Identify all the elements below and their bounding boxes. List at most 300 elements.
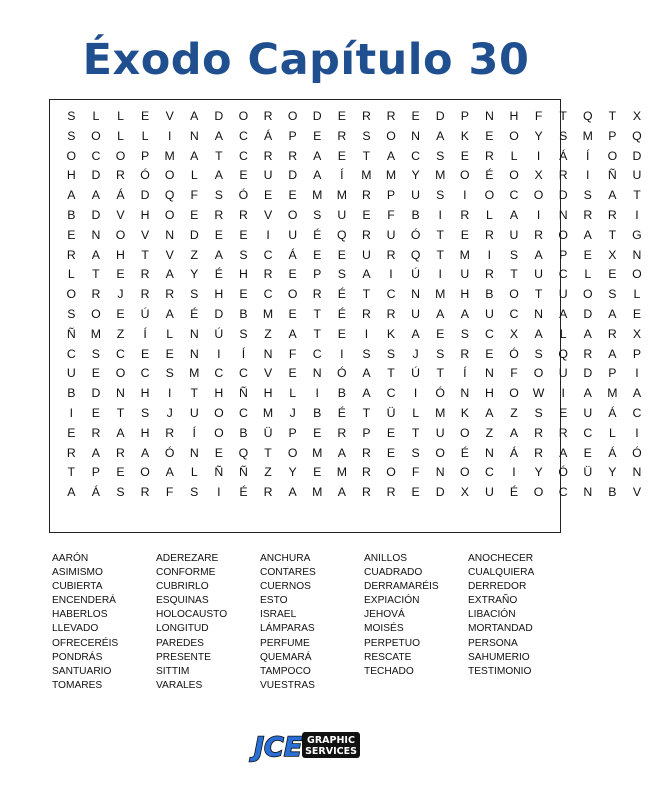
- grid-letter: R: [484, 227, 494, 242]
- grid-letter: C: [558, 267, 568, 282]
- word-list-item: ESQUINAS: [156, 595, 209, 607]
- grid-letter: Y: [288, 465, 297, 480]
- grid-letter: H: [140, 425, 150, 440]
- grid-letter: R: [361, 306, 371, 321]
- grid-letter: D: [435, 109, 445, 123]
- grid-letter: D: [214, 109, 224, 123]
- grid-letter: C: [239, 405, 248, 420]
- word-list-item: ANCHURA: [260, 553, 311, 564]
- grid-letter: D: [435, 485, 445, 500]
- grid-row: [59, 206, 649, 226]
- grid-letter: T: [313, 326, 321, 341]
- grid-letter: Q: [164, 188, 175, 203]
- grid-letter: A: [214, 128, 223, 143]
- word-column: [364, 552, 468, 693]
- grid-letter: S: [190, 485, 199, 500]
- grid-letter: J: [166, 405, 173, 420]
- word-list-item: CUBRIRLO: [156, 581, 209, 593]
- grid-letter: N: [411, 287, 421, 302]
- grid-letter: I: [635, 207, 639, 222]
- grid-letter: C: [583, 425, 593, 440]
- grid-letter: Ó: [140, 168, 150, 183]
- grid-letter: I: [315, 386, 319, 401]
- grid-letter: Ó: [509, 346, 519, 361]
- grid-letter: A: [583, 386, 592, 401]
- grid-letter: P: [608, 366, 617, 381]
- grid-letter: C: [484, 465, 494, 480]
- grid-letter: T: [362, 287, 371, 302]
- grid-letter: B: [608, 485, 617, 500]
- grid-letter: I: [512, 465, 516, 480]
- word-list-item: TOMARES: [52, 679, 103, 691]
- grid-letter: M: [312, 445, 323, 460]
- grid-letter: R: [607, 207, 617, 222]
- grid-letter: F: [411, 465, 420, 480]
- grid-letter: E: [288, 306, 297, 321]
- grid-letter: Z: [190, 247, 199, 262]
- grid-letter: D: [140, 188, 150, 203]
- grid-letter: C: [509, 306, 519, 321]
- grid-letter: Z: [485, 425, 494, 440]
- grid-letter: J: [117, 287, 124, 302]
- grid-letter: E: [67, 227, 76, 242]
- grid-letter: T: [510, 267, 518, 282]
- grid-letter: E: [239, 168, 248, 183]
- grid-letter: A: [165, 306, 174, 321]
- grid-letter: N: [484, 366, 494, 381]
- word-list-item: QUEMARÁ: [260, 651, 312, 663]
- grid-letter: T: [436, 366, 444, 381]
- word-list-item: JEHOVÁ: [364, 609, 405, 621]
- grid-letter: C: [386, 386, 396, 401]
- grid-row: [59, 483, 649, 503]
- grid-letter: Ñ: [66, 326, 76, 341]
- grid-letter: O: [287, 109, 298, 123]
- grid-row: [59, 107, 649, 127]
- grid-letter: O: [509, 128, 519, 143]
- grid-letter: A: [337, 445, 346, 460]
- word-list-item: AARÓN: [52, 553, 89, 564]
- grid-letter: R: [361, 188, 371, 203]
- grid-letter: L: [608, 425, 616, 440]
- grid-letter: L: [412, 405, 420, 420]
- grid-letter: L: [559, 326, 567, 341]
- grid-letter: E: [313, 425, 322, 440]
- grid-letter: G: [632, 227, 642, 242]
- grid-letter: S: [534, 405, 543, 420]
- grid-letter: H: [140, 207, 150, 222]
- word-list-item: PAREDES: [156, 637, 204, 649]
- grid-letter: M: [336, 188, 347, 203]
- grid-letter: L: [485, 207, 493, 222]
- word-column: [260, 552, 364, 693]
- grid-row: [59, 166, 649, 186]
- grid-letter: E: [632, 306, 642, 321]
- word-list-item: VARALES: [156, 679, 203, 691]
- grid-letter: O: [91, 306, 101, 321]
- grid-letter: K: [386, 326, 396, 341]
- grid-letter: D: [632, 148, 642, 163]
- grid-letter: E: [583, 247, 592, 262]
- grid-letter: R: [558, 425, 568, 440]
- grid-letter: R: [140, 267, 150, 282]
- grid-letter: X: [509, 326, 519, 341]
- grid-letter: M: [435, 287, 446, 302]
- grid-letter: Ó: [337, 366, 347, 381]
- grid-row: [59, 384, 649, 404]
- grid-letter: O: [287, 287, 298, 302]
- grid-letter: Ú: [411, 267, 421, 282]
- grid-letter: P: [140, 148, 150, 163]
- grid-letter: I: [561, 386, 565, 401]
- grid-letter: R: [558, 168, 568, 183]
- grid-letter: S: [239, 326, 248, 341]
- grid-letter: R: [66, 445, 76, 460]
- grid-letter: R: [361, 445, 371, 460]
- grid-letter: L: [166, 326, 174, 341]
- grid-letter: Í: [463, 366, 467, 381]
- grid-letter: U: [460, 267, 470, 282]
- grid-letter: S: [362, 128, 371, 143]
- grid-letter: T: [436, 227, 444, 242]
- grid-letter: A: [608, 306, 617, 321]
- grid-letter: N: [411, 128, 421, 143]
- word-list-item: SITTIM: [156, 665, 190, 677]
- grid-letter: C: [91, 148, 101, 163]
- grid-letter: F: [165, 485, 174, 500]
- grid-letter: R: [66, 247, 76, 262]
- grid-letter: A: [509, 207, 519, 222]
- grid-letter: U: [632, 168, 642, 183]
- grid-letter: R: [484, 267, 494, 282]
- grid-letter: E: [485, 346, 494, 361]
- jce-graphic-services-logo: [250, 726, 362, 764]
- grid-letter: S: [337, 267, 346, 282]
- word-list-item: LONGITUD: [156, 623, 209, 635]
- grid-letter: T: [387, 366, 395, 381]
- grid-letter: E: [91, 366, 100, 381]
- grid-letter: Ü: [583, 465, 593, 480]
- grid-letter: E: [239, 227, 248, 242]
- grid-letter: P: [313, 267, 322, 282]
- grid-letter: I: [340, 346, 344, 361]
- grid-letter: F: [288, 346, 297, 361]
- grid-letter: N: [189, 128, 199, 143]
- grid-letter: I: [635, 425, 639, 440]
- grid-letter: Y: [190, 267, 199, 282]
- grid-letter: Ü: [263, 425, 273, 440]
- grid-letter: R: [91, 287, 101, 302]
- grid-letter: L: [510, 148, 518, 163]
- word-column: [156, 552, 260, 693]
- grid-letter: B: [313, 405, 322, 420]
- grid-letter: V: [140, 227, 150, 242]
- grid-letter: D: [312, 109, 322, 123]
- grid-letter: Ó: [632, 445, 642, 460]
- grid-letter: N: [165, 227, 175, 242]
- word-list-item: VUESTRAS: [260, 679, 315, 691]
- word-list-item: ASIMISMO: [52, 567, 103, 579]
- grid-letter: O: [238, 109, 249, 123]
- word-list-item: HOLOCAUSTO: [156, 609, 228, 621]
- grid-letter: E: [559, 405, 568, 420]
- grid-letter: U: [361, 247, 371, 262]
- grid-letter: O: [214, 425, 224, 440]
- grid-letter: U: [534, 267, 544, 282]
- grid-letter: S: [583, 188, 592, 203]
- grid-letter: V: [165, 247, 174, 262]
- grid-letter: U: [386, 227, 396, 242]
- grid-letter: L: [633, 287, 641, 302]
- word-list-item: CUBIERTA: [52, 581, 103, 593]
- word-list-item: ISRAEL: [260, 609, 297, 621]
- grid-letter: L: [584, 267, 592, 282]
- grid-letter: E: [140, 109, 150, 123]
- grid-letter: A: [313, 168, 322, 183]
- grid-letter: A: [436, 306, 445, 321]
- grid-letter: R: [361, 109, 371, 123]
- grid-letter: R: [361, 465, 371, 480]
- grid-letter: C: [632, 405, 642, 420]
- grid-letter: Ú: [411, 366, 421, 381]
- letter-grid: [59, 107, 649, 503]
- grid-letter: S: [436, 346, 445, 361]
- grid-letter: A: [583, 227, 592, 242]
- grid-letter: Y: [534, 465, 543, 480]
- grid-letter: L: [141, 128, 149, 143]
- word-list-item: TAMPOCO: [260, 665, 311, 677]
- grid-letter: R: [460, 207, 470, 222]
- grid-letter: R: [214, 207, 224, 222]
- grid-letter: A: [165, 267, 174, 282]
- grid-letter: I: [217, 485, 221, 500]
- grid-letter: B: [337, 386, 346, 401]
- grid-letter: A: [583, 326, 592, 341]
- grid-letter: J: [289, 405, 296, 420]
- grid-letter: E: [116, 465, 125, 480]
- grid-letter: X: [460, 485, 469, 500]
- grid-letter: C: [509, 188, 519, 203]
- grid-letter: O: [91, 128, 101, 143]
- grid-letter: R: [484, 148, 494, 163]
- grid-letter: Q: [632, 128, 642, 143]
- grid-letter: F: [534, 109, 543, 123]
- grid-letter: T: [411, 425, 420, 440]
- grid-letter: S: [67, 306, 76, 321]
- grid-row: [59, 463, 649, 483]
- grid-letter: R: [165, 425, 175, 440]
- grid-letter: N: [558, 207, 568, 222]
- grid-letter: T: [215, 148, 223, 163]
- grid-letter: U: [484, 306, 494, 321]
- grid-letter: R: [239, 207, 248, 222]
- grid-letter: A: [608, 346, 617, 361]
- grid-letter: E: [239, 287, 248, 302]
- grid-letter: Q: [337, 227, 347, 242]
- grid-letter: L: [117, 128, 124, 143]
- grid-letter: M: [164, 148, 175, 163]
- grid-letter: N: [91, 227, 101, 242]
- grid-letter: É: [239, 485, 248, 500]
- grid-letter: S: [214, 188, 223, 203]
- grid-letter: U: [263, 168, 273, 183]
- grid-letter: V: [263, 207, 273, 222]
- page-title: Éxodo Capítulo 30: [82, 35, 530, 85]
- grid-letter: B: [239, 306, 248, 321]
- grid-letter: T: [436, 247, 444, 262]
- grid-letter: A: [509, 425, 519, 440]
- grid-letter: C: [386, 287, 396, 302]
- grid-letter: Í: [340, 168, 344, 183]
- grid-letter: A: [91, 188, 100, 203]
- word-list-item: CUADRADO: [364, 567, 423, 579]
- grid-letter: M: [90, 326, 102, 341]
- grid-letter: I: [487, 247, 492, 262]
- grid-letter: E: [288, 188, 297, 203]
- grid-letter: O: [214, 405, 224, 420]
- grid-letter: O: [607, 148, 618, 163]
- grid-letter: O: [632, 267, 642, 282]
- grid-letter: E: [165, 346, 174, 361]
- grid-letter: M: [336, 465, 347, 480]
- grid-letter: E: [116, 306, 125, 321]
- grid-letter: U: [337, 207, 347, 222]
- grid-letter: E: [313, 465, 322, 480]
- grid-letter: M: [262, 306, 274, 321]
- grid-letter: A: [214, 168, 223, 183]
- word-list-item: DERRAMARÉIS: [364, 581, 439, 593]
- grid-letter: C: [116, 346, 125, 361]
- grid-letter: A: [559, 306, 568, 321]
- grid-letter: M: [459, 247, 470, 262]
- grid-letter: Í: [586, 148, 590, 163]
- grid-letter: O: [484, 188, 495, 203]
- grid-letter: E: [313, 128, 322, 143]
- grid-letter: Ñ: [239, 465, 248, 480]
- grid-letter: S: [91, 346, 100, 361]
- grid-letter: I: [413, 386, 418, 401]
- grid-letter: E: [313, 247, 322, 262]
- grid-letter: E: [485, 128, 494, 143]
- grid-letter: O: [435, 445, 445, 460]
- grid-letter: M: [312, 188, 323, 203]
- grid-letter: N: [435, 465, 445, 480]
- grid-letter: C: [66, 346, 76, 361]
- grid-letter: W: [532, 386, 545, 401]
- grid-letter: P: [608, 128, 617, 143]
- grid-letter: H: [239, 267, 248, 282]
- grid-letter: V: [632, 485, 642, 500]
- grid-letter: A: [362, 386, 371, 401]
- grid-letter: É: [337, 405, 346, 420]
- grid-letter: R: [386, 485, 396, 500]
- grid-letter: M: [435, 405, 446, 420]
- grid-letter: E: [583, 445, 592, 460]
- word-search-grid: [49, 99, 642, 533]
- grid-letter: C: [140, 366, 150, 381]
- grid-letter: A: [337, 485, 346, 500]
- grid-letter: A: [288, 485, 297, 500]
- grid-letter: Ñ: [607, 168, 617, 183]
- grid-letter: M: [435, 168, 446, 183]
- word-list-item: SAHUMERIO: [468, 651, 530, 663]
- grid-letter: M: [262, 405, 274, 420]
- grid-letter: P: [91, 465, 100, 480]
- grid-letter: O: [460, 168, 470, 183]
- grid-letter: E: [337, 326, 346, 341]
- grid-letter: A: [436, 128, 445, 143]
- grid-letter: L: [190, 168, 198, 183]
- grid-letter: Á: [559, 148, 568, 163]
- grid-letter: O: [140, 465, 150, 480]
- grid-letter: A: [608, 188, 617, 203]
- grid-letter: N: [189, 445, 199, 460]
- grid-letter: Z: [116, 326, 125, 341]
- grid-letter: H: [140, 386, 150, 401]
- grid-letter: R: [140, 287, 150, 302]
- grid-letter: Ú: [214, 326, 224, 341]
- grid-letter: E: [386, 445, 396, 460]
- word-list-item: CUERNOS: [260, 581, 311, 593]
- grid-letter: Ü: [386, 405, 396, 420]
- grid-letter: É: [337, 287, 346, 302]
- grid-letter: T: [141, 247, 149, 262]
- word-list-item: CONFORME: [156, 567, 216, 579]
- grid-letter: Í: [241, 346, 246, 361]
- grid-letter: R: [140, 485, 150, 500]
- word-list-item: CUALQUIERA: [468, 567, 535, 579]
- grid-letter: P: [362, 425, 371, 440]
- grid-letter: R: [583, 207, 593, 222]
- grid-letter: O: [386, 128, 396, 143]
- grid-letter: T: [264, 445, 272, 460]
- grid-letter: E: [337, 247, 346, 262]
- grid-letter: R: [312, 287, 322, 302]
- grid-letter: A: [411, 326, 420, 341]
- grid-letter: O: [509, 287, 519, 302]
- grid-letter: Ó: [410, 227, 421, 242]
- grid-letter: F: [190, 188, 199, 203]
- grid-letter: E: [140, 346, 150, 361]
- word-column: [468, 552, 572, 693]
- word-list-item: SANTUARIO: [52, 665, 112, 677]
- word-list-item: CONTARES: [260, 567, 316, 579]
- grid-letter: U: [411, 306, 421, 321]
- grid-letter: N: [534, 306, 544, 321]
- grid-letter: R: [583, 346, 593, 361]
- grid-letter: D: [288, 168, 298, 183]
- grid-letter: M: [385, 168, 397, 183]
- grid-letter: É: [190, 306, 199, 321]
- word-list: [52, 552, 572, 693]
- grid-letter: E: [337, 109, 346, 123]
- grid-letter: E: [190, 207, 199, 222]
- grid-row: [59, 246, 649, 266]
- grid-letter: H: [214, 287, 224, 302]
- grid-letter: E: [214, 227, 223, 242]
- grid-letter: É: [509, 485, 519, 500]
- grid-letter: T: [608, 109, 617, 123]
- grid-letter: C: [263, 287, 273, 302]
- grid-letter: N: [189, 326, 199, 341]
- grid-letter: Ñ: [239, 386, 248, 401]
- word-list-item: MOISÉS: [364, 623, 404, 635]
- grid-letter: I: [364, 326, 369, 341]
- grid-letter: Z: [510, 405, 518, 420]
- grid-letter: V: [165, 109, 174, 123]
- grid-letter: B: [411, 207, 420, 222]
- grid-letter: O: [533, 485, 544, 500]
